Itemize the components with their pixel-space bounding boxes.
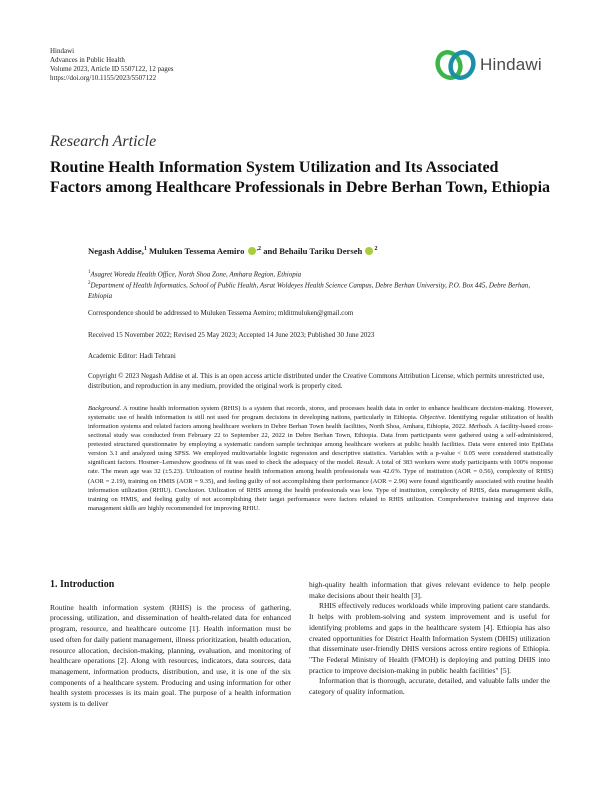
affiliation-sup: 1 [88, 270, 91, 275]
orcid-icon[interactable] [248, 247, 256, 255]
section-heading: 1. Introduction [50, 579, 115, 590]
author-affil-sup: 2 [374, 246, 378, 253]
body-paragraph: high-quality health information that gives relevant evidence to help people make decisions about their health [3]. [309, 580, 550, 600]
abstract-text: Utilization of RHIS among the health professionals was low. Type of institution, complexity of RHIS, data management skills, training on HMIS, and feeling guilty of not accomplishing their target performance were factors related to RHIS utilization. Comprehensive training and improve data management skills are highly recommended for improving RHIU. [88, 486, 553, 512]
copyright-notice: Copyright © 2023 Negash Addise et al. This is an open access article distributed under the Creative Commons Attribution License, which permits unrestricted use, distribution, and reproduction in any medium, provided the original work is properly cited. [88, 372, 545, 390]
abstract [88, 404, 553, 513]
affiliation [88, 279, 553, 300]
article-title: Routine Health Information System Utilization and Its Associated Factors among Healthcare Professionals in Debre Berhan Town, Ethiopia [50, 159, 551, 196]
academic-editor: Academic Editor: Hadi Tehrani [88, 352, 176, 360]
author-conjunction: and [263, 246, 278, 256]
body-paragraph: RHIS effectively reduces workloads while improving patient care standards. It helps with problem-solving and system improvement and is useful for identifying problems and gaps in the healthcare system [4]. Ethiopia has also created opportunities for District Health Information System (DHIS) utilization that disseminate user-friendly DHIS versions across entire regions of Ethiopia. "The Federal Ministry of Health (FMOH) is deploying and putting DHIS into practice to improve decision-making in public health facilities" [5]. [309, 601, 550, 675]
doi-link[interactable]: https://doi.org/10.1155/2023/5507122 [50, 74, 157, 82]
hindawi-logo [434, 45, 554, 85]
author-name: Negash Addise, [88, 246, 144, 256]
abstract-label: Methods. [468, 423, 493, 431]
abstract-label: Conclusion. [174, 486, 206, 494]
abstract-text: A routine health information system (RHIS) is a system that records, stores, and processes health data in order to enhance healthcare decision-making. However, systematic use of health information is still not used for program decisions in developing nations, particularly in Ethiopia. [88, 405, 553, 422]
journal-name: Advances in Public Health [50, 56, 125, 64]
affiliation [88, 268, 553, 279]
publisher-name: Hindawi [50, 47, 75, 55]
article-type: Research Article [50, 133, 157, 150]
author-list [88, 246, 377, 256]
author-name: Muluken Tessema Aemiro [149, 246, 245, 256]
journal-volume: Volume 2023, Article ID 5507122, 12 pages [50, 65, 174, 73]
hindawi-logo-icon [434, 47, 478, 83]
abstract-text: A facility-based cross-sectional study was conducted from February 22 to September 22, 2022 in Debre Berhan Town, Ethiopia. Data from participants were gathered using a self-administered, pretested structured questionnaire by employing a systematic random sample technique among healthcare workers at public health facilities. Data were entered into EpiData version 3.1 and analyzed using SPSS. We employed multivariable logistic regression and descriptive statistics. Variables with a p-value < 0.05 were considered statistically significant factors. Hosmer–Lemeshow goodness of fit was used to check the adequacy of the model. [88, 423, 553, 467]
abstract-text: Identifying regular utilization of health information systems and related factors among healthcare workers in Debre Berhan Town health facilities, North Shoa, Amhara, Ethiopia, 2022. [88, 414, 553, 431]
orcid-icon[interactable] [365, 247, 373, 255]
author-name: Behailu Tariku Derseh [279, 246, 363, 256]
affiliation-text: Asagret Woreda Health Office, North Shoa Zone, Amhara Region, Ethiopia [90, 270, 302, 279]
abstract-label: Objective. [419, 414, 447, 422]
logo-wordmark: Hindawi [480, 55, 542, 74]
body-column-left [50, 580, 291, 710]
affiliations [88, 268, 553, 301]
correspondence: Correspondence should be addressed to Muluken Tessema Aemiro; mlditmuluken@gmail.com [88, 309, 354, 317]
body-column-right [309, 580, 550, 698]
affiliation-sup: 2 [88, 281, 91, 287]
abstract-text: A total of 383 workers were study participants with 100% response rate. The mean age was 32 (±5.23). Utilization of routine health information among health professionals was 42.6%. Type of institution (AOR = 0.56), complexity of RHIS) (AOR = 2.19), training on HMIS (AOR = 9.35), and feeling guilty of not accomplishing their performance (AOR = 2.96) were found significantly associated with routine health information utilization (RHIU). [88, 459, 553, 494]
article-dates: Received 15 November 2022; Revised 25 May 2023; Accepted 14 June 2023; Published 30 June 2023 [88, 331, 375, 339]
body-paragraph: Information that is thorough, accurate, detailed, and valuable falls under the category of quality information. [309, 676, 550, 697]
body-paragraph: Routine health information system (RHIS) is the process of gathering, processing, utilization, and dissemination of health-related data for enhanced program, resource, and healthcare outcome [1]. Health information must be used often for daily patient management, illness prioritization, health education, resource allocation, decision-making, planning, evaluation, and monitoring of healthcare operations [2]. Along with resources, indicators, data sources, data management, information products, distribution, and use, it is one of the six components of a healthcare system. Producing and using information for other health system processes is its main goal. The purpose of a health information system is to deliver [50, 602, 291, 709]
journal-meta [50, 47, 174, 83]
affiliation-text: Department of Health Informatics, School of Public Health, Asrat Woldeyes Health Science Campus, Debre Berhan University, P.O. Box 445, Debre Berhan, Ethiopia [88, 281, 531, 300]
author-affil-sup: 1 [143, 246, 147, 253]
abstract-label: Result. [356, 459, 375, 467]
author-affil-sup: ,2 [256, 246, 262, 253]
abstract-label: Background. [88, 405, 122, 412]
